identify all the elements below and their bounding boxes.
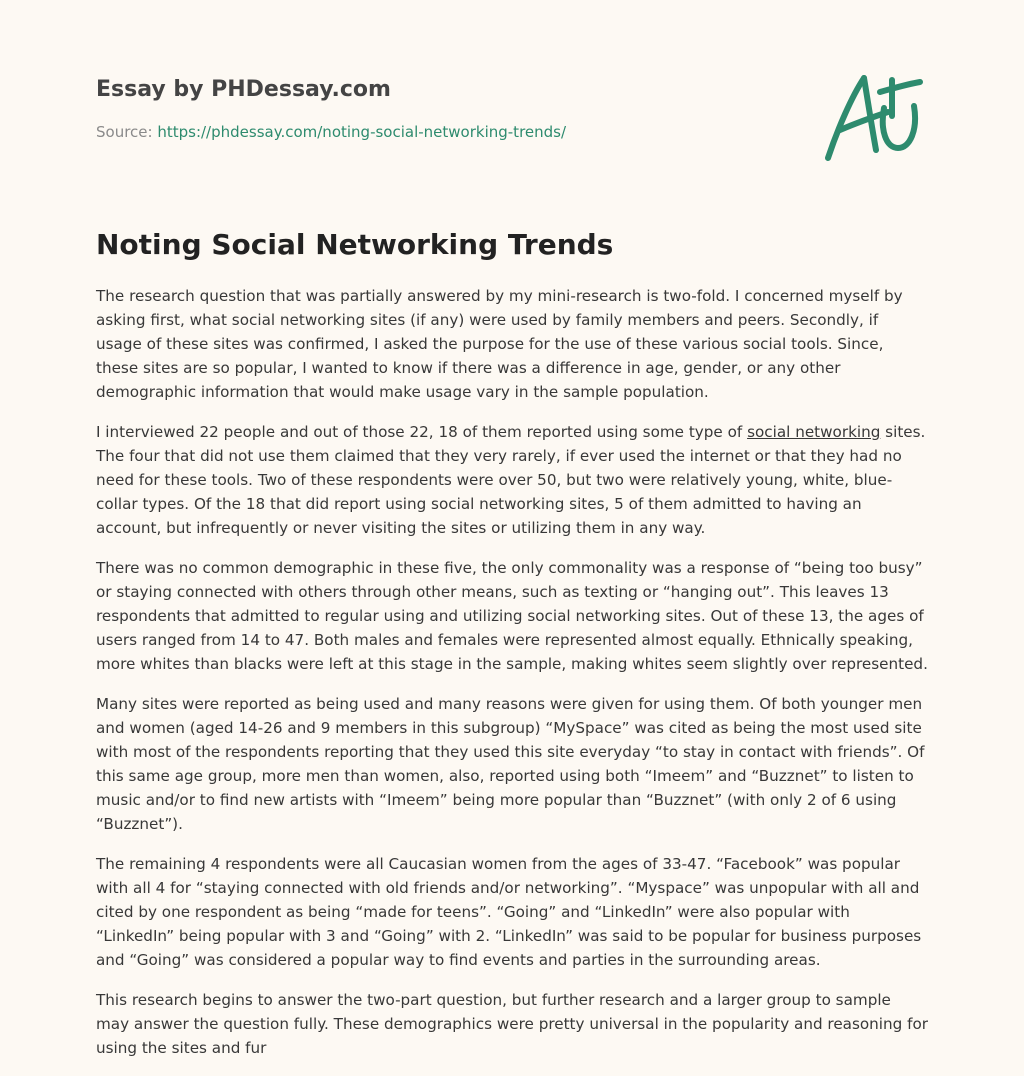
essay-title: Noting Social Networking Trends — [96, 228, 614, 261]
paragraph: The remaining 4 respondents were all Caucasian women from the ages of 33-47. “Facebook” was popular with all 4 for “staying connected with old friends and/or networking”. “Myspace” was unpopular with all and cited by one respondent as being “made for teens”. “Going” and “LinkedIn” were also popular with “LinkedIn” being popular with 3 and “Going” with 2. “LinkedIn” was said to be popular for business purposes and “Going” was considered a popular way to find events and parties in the surrounding areas. — [96, 855, 922, 969]
paragraph: The research question that was partially answered by my mini-research is two-fold. I concerned myself by asking first, what social networking sites (if any) were used by family members and peers. Secondly, if usage of these sites was confirmed, I asked the purpose for the use of these various social tools. Since, these sites are so popular, I wanted to know if there was a difference in age, gender, or any other demographic information that would make usage vary in the sample population. — [96, 287, 903, 401]
social-networking-link[interactable]: social networking — [747, 423, 881, 441]
source-line — [96, 122, 566, 142]
essay-page — [96, 0, 929, 1057]
paragraph: There was no common demographic in these five, the only commonality was a response of “being too busy” or staying connected with others through other means, such as texting or “hanging out”. This leaves 13 respondents that admitted to regular using and utilizing social networking sites. Out of these 13, the ages of users ranged from 14 to 47. Both males and females were represented almost equally. Ethnically speaking, more whites than blacks were left at this stage in the sample, making whites seem slightly over represented. — [96, 559, 928, 673]
source-link[interactable]: https://phdessay.com/noting-social-networking-trends/ — [157, 123, 567, 141]
paragraph-text: I interviewed 22 people and out of those 22, 18 of them reported using some type of — [96, 423, 748, 441]
source-label: Source: — [96, 123, 158, 141]
paragraph-text: sites. The four that did not use them claimed that they very rarely, if ever used the internet or that they had no need for these tools. Two of these respondents were over 50, but two were relatively young, white, blue-collar types. Of the 18 that did report using social networking sites, 5 of them admitted to having an account, but infrequently or never visiting the sites or utilizing them in any way. — [96, 423, 926, 537]
essay-body — [96, 284, 928, 1076]
page-header — [96, 0, 928, 200]
paragraph: Many sites were reported as being used and many reasons were given for using them. Of both younger men and women (aged 14-26 and 9 members in this subgroup) “MySpace” was cited as being the most used site with most of the respondents reporting that they used this site everyday “to stay in contact with friends”. Of this same age group, more men than women, also, reported using both “Imeem” and “Buzznet” to listen to music and/or to find new artists with “Imeem” being more popular than “Buzznet” (with only 2 of 6 using “Buzznet”). — [96, 695, 925, 833]
brand-title: Essay by PHDessay.com — [96, 77, 391, 102]
a-plus-logo-icon — [822, 66, 926, 166]
paragraph: This research begins to answer the two-part question, but further research and a larger group to sample may answer the question fully. These demographics were pretty universal in the popularity and reasoning for using the sites and fur — [96, 991, 929, 1057]
paragraph — [96, 420, 928, 540]
